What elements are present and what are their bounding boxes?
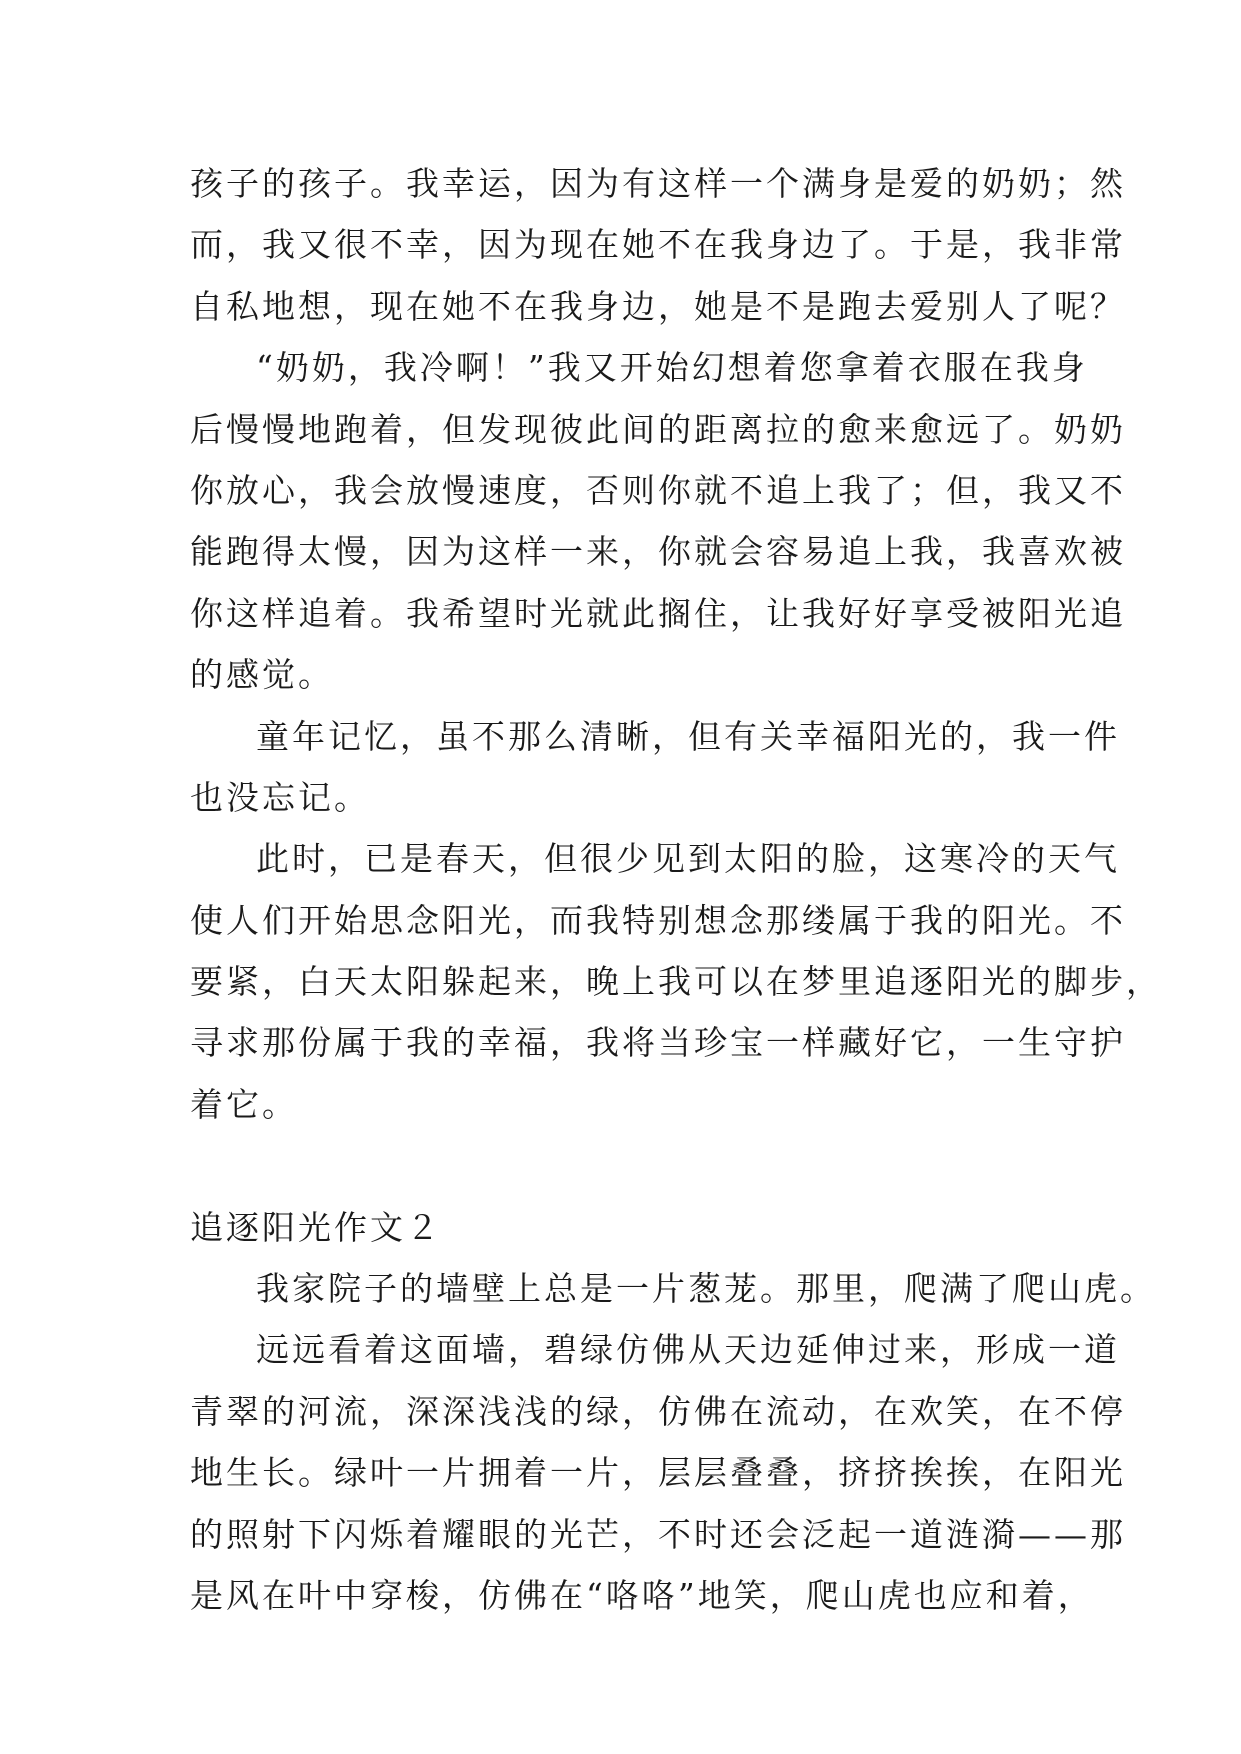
paragraph-line: 你放心，我会放慢速度，否则你就不追上我了；但，我又不 bbox=[190, 470, 1126, 510]
paragraph-line: 能跑得太慢，因为这样一来，你就会容易追上我，我喜欢被 bbox=[190, 532, 1126, 572]
section-heading: 追逐阳光作文２ bbox=[190, 1207, 442, 1247]
paragraph-line: 寻求那份属于我的幸福，我将当珍宝一样藏好它，一生守护 bbox=[190, 1023, 1126, 1063]
paragraph-line: 着它。 bbox=[190, 1084, 298, 1124]
paragraph-line: 的照射下闪烁着耀眼的光芒，不时还会泛起一道涟漪——那 bbox=[190, 1514, 1126, 1554]
paragraph-line: 自私地想，现在她不在我身边，她是不是跑去爱别人了呢？ bbox=[190, 286, 1126, 326]
article-body bbox=[190, 153, 1162, 1626]
paragraph-line: 使人们开始思念阳光，而我特别想念那缕属于我的阳光。不 bbox=[190, 900, 1126, 940]
paragraph-line: “奶奶，我冷啊！”我又开始幻想着您拿着衣服在我身 bbox=[256, 348, 1088, 388]
paragraph-line: 地生长。绿叶一片拥着一片，层层叠叠，挤挤挨挨，在阳光 bbox=[190, 1453, 1126, 1493]
paragraph-line: 我家院子的墙壁上总是一片葱茏。那里，爬满了爬山虎。 bbox=[256, 1269, 1156, 1309]
paragraph-line: 后慢慢地跑着，但发现彼此间的距离拉的愈来愈远了。奶奶 bbox=[190, 409, 1126, 449]
paragraph-line: 童年记忆，虽不那么清晰，但有关幸福阳光的，我一件 bbox=[256, 716, 1120, 756]
section-spacer bbox=[190, 1135, 1070, 1196]
paragraph-line: 青翠的河流，深深浅浅的绿，仿佛在流动，在欢笑，在不停 bbox=[190, 1391, 1126, 1431]
paragraph-line: 是风在叶中穿梭，仿佛在“咯咯”地笑，爬山虎也应和着， bbox=[190, 1575, 1094, 1615]
paragraph-line: 也没忘记。 bbox=[190, 777, 370, 817]
paragraph-line: 此时，已是春天，但很少见到太阳的脸，这寒冷的天气 bbox=[256, 839, 1120, 879]
paragraph-line: 而，我又很不幸，因为现在她不在我身边了。于是，我非常 bbox=[190, 225, 1126, 265]
paragraph-line: 的感觉。 bbox=[190, 655, 334, 695]
paragraph-line: 孩子的孩子。我幸运，因为有这样一个满身是爱的奶奶；然 bbox=[190, 164, 1126, 203]
paragraph-line: 远远看着这面墙，碧绿仿佛从天边延伸过来，形成一道 bbox=[256, 1330, 1120, 1370]
paragraph-line: 要紧，白天太阳躲起来，晚上我可以在梦里追逐阳光的脚步， bbox=[190, 962, 1162, 1002]
paragraph-line: 你这样追着。我希望时光就此搁住，让我好好享受被阳光追 bbox=[190, 593, 1126, 633]
